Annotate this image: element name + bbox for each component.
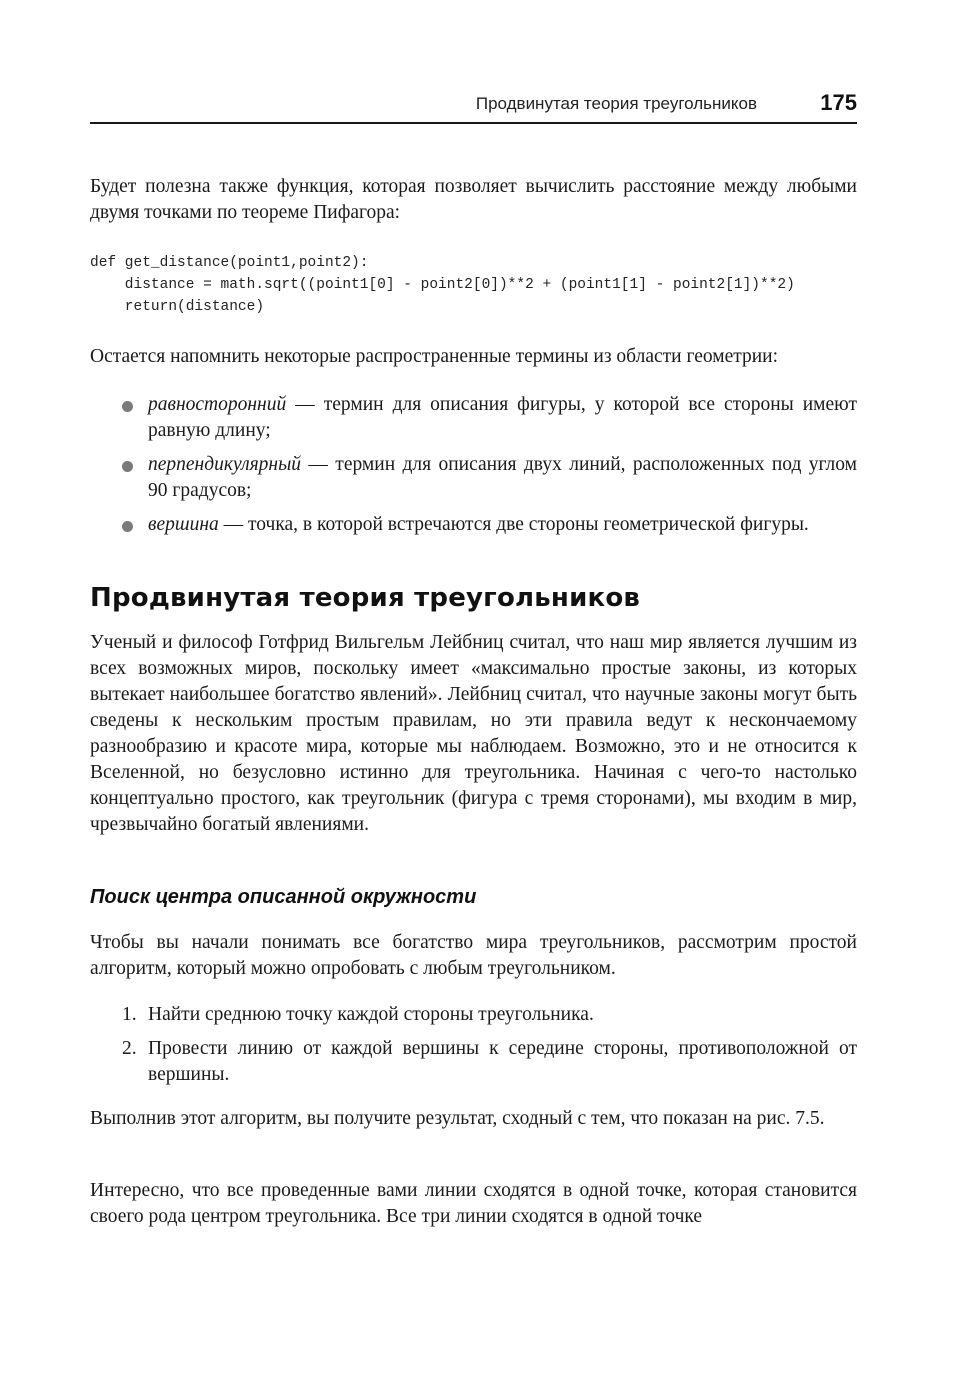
term-definition: — термин для описания двух линий, расположенных под углом 90 градусов; <box>148 454 857 501</box>
steps-list <box>90 1002 857 1096</box>
running-title: Продвинутая теория треугольников <box>475 94 757 113</box>
algorithm-intro: Чтобы вы начали понимать все богатство мира треугольников, рассмотрим простой алгоритм, который можно опробовать с любым треугольником. <box>90 932 857 979</box>
bullet-icon <box>122 521 133 532</box>
term: вершина <box>148 514 219 535</box>
step-number: 1. <box>122 1004 137 1025</box>
bullet-icon <box>122 401 133 412</box>
terms-intro: Остается напомнить некоторые распространенные термины из области геометрии: <box>90 346 779 367</box>
subsection-heading: Поиск центра описанной окружности <box>90 886 477 908</box>
page-number: 175 <box>820 90 857 115</box>
list-item <box>90 512 857 538</box>
intro-paragraph: Будет полезна также функция, которая позволяет вычислить расстояние между любыми двумя точками по теореме Пифагора: <box>90 176 857 223</box>
list-item <box>90 452 857 504</box>
code-line: distance = math.sqrt((point1[0] - point2[0])**2 + (point1[1] - point2[1])**2) <box>90 277 795 293</box>
running-header <box>90 92 857 124</box>
term: перпендикулярный <box>148 454 302 475</box>
code-line: def get_distance(point1,point2): <box>90 255 369 271</box>
code-block <box>90 252 795 318</box>
terms-list <box>90 392 857 546</box>
section-paragraph: Ученый и философ Готфрид Вильгельм Лейбниц считал, что наш мир является лучшим из всех возможных миров, поскольку имеет «максимально простые законы, из которых вытекает наибольшее богатство явлений». Лейбниц считал, что научные законы могут быть сведены к нескольким простым правилам, но эти правила ведут к нескончаемому разнообразию и красоте мира, которые мы наблюдаем. Возможно, это и не относится к Вселенной, но безусловно истинно для треугольника. Начиная с чего-то настолько концептуально простого, как треугольник (фигура с тремя сторонами), мы входим в мир, чрезвычайно богатый явлениями. <box>90 632 857 835</box>
step-text: Провести линию от каждой вершины к середине стороны, противоположной от вершины. <box>148 1038 857 1085</box>
list-item <box>90 1002 857 1028</box>
term-definition: — точка, в которой встречаются две стороны геометрической фигуры. <box>218 514 809 535</box>
term: равносторонний <box>148 394 287 415</box>
list-item <box>90 392 857 444</box>
section-heading: Продвинутая теория треугольников <box>90 583 641 613</box>
step-number: 2. <box>122 1038 137 1059</box>
bullet-icon <box>122 461 133 472</box>
code-line: return(distance) <box>90 299 265 315</box>
closing-paragraph: Интересно, что все проведенные вами линии сходятся в одной точке, которая становится своего рода центром треугольника. Все три линии сходятся в одной точке <box>90 1180 857 1227</box>
term-definition: — термин для описания фигуры, у которой все стороны имеют равную длину; <box>148 394 857 441</box>
list-item <box>90 1036 857 1088</box>
result-paragraph: Выполнив этот алгоритм, вы получите результат, сходный с тем, что показан на рис. 7.5. <box>90 1108 825 1129</box>
step-text: Найти среднюю точку каждой стороны треугольника. <box>148 1004 594 1025</box>
